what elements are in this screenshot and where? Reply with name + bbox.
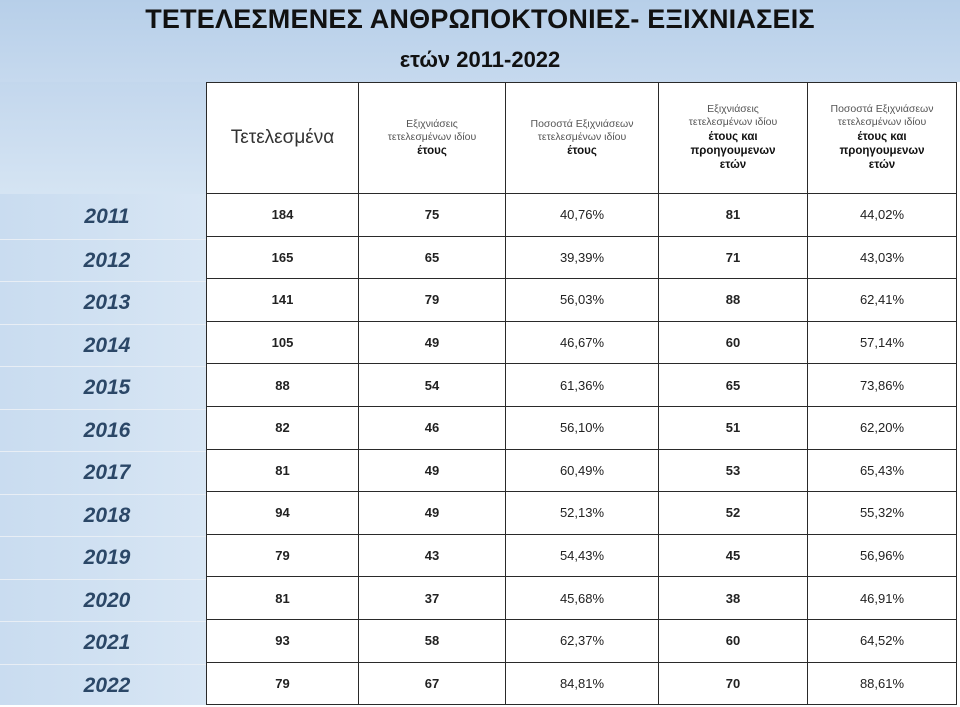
table-row bbox=[207, 449, 957, 492]
cell-committed[interactable]: 93 bbox=[207, 619, 359, 662]
table-row bbox=[207, 364, 957, 407]
cell-solved-same-year[interactable]: 65 bbox=[359, 236, 506, 279]
cell-solved-incl-previous[interactable]: 51 bbox=[659, 406, 808, 449]
header-line: ετών bbox=[868, 159, 896, 172]
cell-pct-same-year[interactable]: 84,81% bbox=[506, 662, 659, 705]
cell-pct-incl-previous[interactable]: 65,43% bbox=[808, 449, 957, 492]
cell-pct-incl-previous[interactable]: 44,02% bbox=[808, 194, 957, 237]
cell-pct-incl-previous[interactable]: 43,03% bbox=[808, 236, 957, 279]
cell-committed[interactable]: 81 bbox=[207, 449, 359, 492]
page-title: ΤΕΤΕΛΕΣΜΕΝΕΣ ΑΝΘΡΩΠΟΚΤΟΝΙΕΣ- ΕΞΙΧΝΙΑΣΕΙΣ bbox=[145, 4, 815, 34]
year-label: 2020 bbox=[0, 579, 206, 622]
cell-committed[interactable]: 82 bbox=[207, 406, 359, 449]
cell-pct-incl-previous[interactable]: 46,91% bbox=[808, 577, 957, 620]
cell-solved-incl-previous[interactable]: 60 bbox=[659, 619, 808, 662]
header-line: ετών bbox=[719, 159, 747, 172]
cell-committed[interactable]: 184 bbox=[207, 194, 359, 237]
cell-pct-incl-previous[interactable]: 73,86% bbox=[808, 364, 957, 407]
cell-solved-same-year[interactable]: 49 bbox=[359, 321, 506, 364]
cell-solved-incl-previous[interactable]: 60 bbox=[659, 321, 808, 364]
cell-committed[interactable]: 81 bbox=[207, 577, 359, 620]
header-line: τετελεσμένων ιδίου bbox=[837, 116, 927, 129]
header-line: έτους και bbox=[708, 130, 758, 143]
cell-solved-incl-previous[interactable]: 65 bbox=[659, 364, 808, 407]
cell-pct-same-year[interactable]: 39,39% bbox=[506, 236, 659, 279]
header-committed-label: Τετελεσμένα bbox=[230, 127, 335, 149]
header-line: έτους bbox=[567, 144, 597, 157]
table-row bbox=[207, 194, 957, 237]
year-label: 2013 bbox=[0, 281, 206, 324]
cell-solved-incl-previous[interactable]: 45 bbox=[659, 534, 808, 577]
data-table bbox=[206, 82, 957, 705]
cell-solved-same-year[interactable]: 67 bbox=[359, 662, 506, 705]
corner-cell bbox=[0, 82, 206, 194]
table-row bbox=[207, 619, 957, 662]
cell-solved-incl-previous[interactable]: 52 bbox=[659, 492, 808, 535]
cell-pct-same-year[interactable]: 54,43% bbox=[506, 534, 659, 577]
year-label: 2021 bbox=[0, 621, 206, 664]
cell-solved-incl-previous[interactable]: 70 bbox=[659, 662, 808, 705]
cell-solved-incl-previous[interactable]: 38 bbox=[659, 577, 808, 620]
cell-pct-same-year[interactable]: 40,76% bbox=[506, 194, 659, 237]
table-body bbox=[207, 194, 957, 705]
table-row bbox=[207, 492, 957, 535]
cell-pct-same-year[interactable]: 56,10% bbox=[506, 406, 659, 449]
table-row bbox=[207, 406, 957, 449]
table-row bbox=[207, 236, 957, 279]
year-label: 2016 bbox=[0, 409, 206, 452]
cell-pct-same-year[interactable]: 62,37% bbox=[506, 619, 659, 662]
cell-committed[interactable]: 141 bbox=[207, 279, 359, 322]
header-line: τετελεσμένων ιδίου bbox=[387, 130, 477, 143]
header-line: έτους bbox=[417, 144, 447, 157]
cell-solved-same-year[interactable]: 49 bbox=[359, 492, 506, 535]
table-row bbox=[207, 662, 957, 705]
header-line: Εξιχνιάσεις bbox=[707, 103, 759, 116]
table-row bbox=[207, 321, 957, 364]
year-label: 2012 bbox=[0, 239, 206, 282]
year-label: 2011 bbox=[84, 205, 130, 228]
cell-solved-same-year[interactable]: 46 bbox=[359, 406, 506, 449]
cell-solved-same-year[interactable]: 79 bbox=[359, 279, 506, 322]
year-label: 2015 bbox=[0, 366, 206, 409]
header-line: προηγουμενων bbox=[690, 144, 776, 157]
year-label: 2017 bbox=[0, 451, 206, 494]
cell-pct-same-year[interactable]: 52,13% bbox=[506, 492, 659, 535]
header-line: τετελεσμένων ιδίου bbox=[537, 130, 627, 143]
header-line: τετελεσμένων ιδίου bbox=[688, 116, 778, 129]
cell-solved-same-year[interactable]: 75 bbox=[359, 194, 506, 237]
header-pct-same-year[interactable] bbox=[506, 83, 659, 194]
cell-pct-same-year[interactable]: 60,49% bbox=[506, 449, 659, 492]
header-pct-incl-previous[interactable] bbox=[808, 83, 957, 194]
header-solved-same-year[interactable] bbox=[359, 83, 506, 194]
cell-solved-same-year[interactable]: 49 bbox=[359, 449, 506, 492]
table-row bbox=[207, 534, 957, 577]
cell-committed[interactable]: 79 bbox=[207, 534, 359, 577]
cell-pct-incl-previous[interactable]: 64,52% bbox=[808, 619, 957, 662]
cell-solved-same-year[interactable]: 54 bbox=[359, 364, 506, 407]
header-committed[interactable] bbox=[207, 83, 359, 194]
cell-solved-same-year[interactable]: 43 bbox=[359, 534, 506, 577]
header-line: προηγουμενων bbox=[839, 144, 925, 157]
cell-solved-incl-previous[interactable]: 88 bbox=[659, 279, 808, 322]
header-solved-incl-previous[interactable] bbox=[659, 83, 808, 194]
cell-committed[interactable]: 165 bbox=[207, 236, 359, 279]
cell-pct-incl-previous[interactable]: 56,96% bbox=[808, 534, 957, 577]
cell-solved-same-year[interactable]: 37 bbox=[359, 577, 506, 620]
cell-pct-incl-previous[interactable]: 62,20% bbox=[808, 406, 957, 449]
year-labels bbox=[0, 196, 206, 707]
table-row bbox=[207, 279, 957, 322]
cell-solved-incl-previous[interactable]: 81 bbox=[659, 194, 808, 237]
year-label: 2022 bbox=[0, 664, 206, 707]
year-label: 2018 bbox=[0, 494, 206, 537]
header-line: Ποσοστά Εξιχνιάσεων bbox=[530, 117, 634, 130]
header-row bbox=[207, 83, 957, 194]
cell-pct-same-year[interactable]: 45,68% bbox=[506, 577, 659, 620]
page-subtitle: ετών 2011-2022 bbox=[399, 47, 561, 72]
cell-pct-same-year[interactable]: 56,03% bbox=[506, 279, 659, 322]
header-line: Εξιχνιάσεις bbox=[406, 117, 458, 130]
cell-committed[interactable]: 105 bbox=[207, 321, 359, 364]
title-band bbox=[0, 0, 960, 82]
cell-pct-same-year[interactable]: 46,67% bbox=[506, 321, 659, 364]
year-label: 2014 bbox=[0, 324, 206, 367]
cell-solved-incl-previous[interactable]: 53 bbox=[659, 449, 808, 492]
cell-solved-same-year[interactable]: 58 bbox=[359, 619, 506, 662]
table-row bbox=[207, 577, 957, 620]
cell-pct-incl-previous[interactable]: 55,32% bbox=[808, 492, 957, 535]
cell-committed[interactable]: 94 bbox=[207, 492, 359, 535]
cell-pct-incl-previous[interactable]: 57,14% bbox=[808, 321, 957, 364]
header-line: Ποσοστά Εξιχνιάσεων bbox=[830, 103, 934, 116]
cell-committed[interactable]: 79 bbox=[207, 662, 359, 705]
cell-committed[interactable]: 88 bbox=[207, 364, 359, 407]
cell-pct-same-year[interactable]: 61,36% bbox=[506, 364, 659, 407]
cell-pct-incl-previous[interactable]: 88,61% bbox=[808, 662, 957, 705]
cell-solved-incl-previous[interactable]: 71 bbox=[659, 236, 808, 279]
header-line: έτους και bbox=[857, 130, 907, 143]
cell-pct-incl-previous[interactable]: 62,41% bbox=[808, 279, 957, 322]
year-label: 2019 bbox=[0, 536, 206, 579]
